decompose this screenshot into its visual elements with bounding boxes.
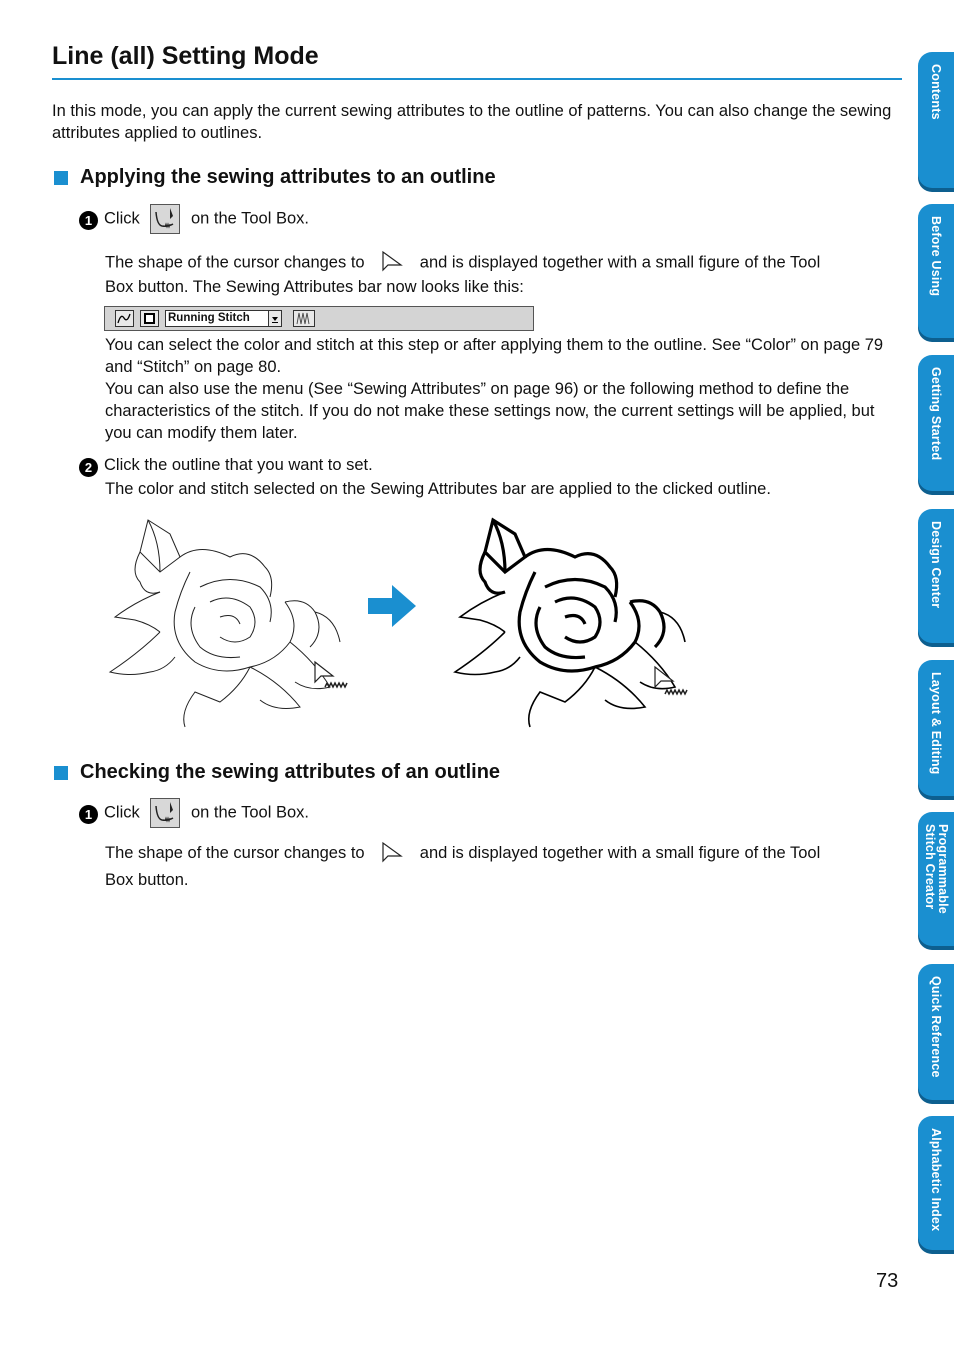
tab-label: Design Center (929, 521, 943, 609)
step-2-line (79, 454, 373, 477)
line-color-icon[interactable] (115, 310, 134, 327)
arrow-cursor-icon (379, 250, 405, 276)
heading-bullet-icon (54, 766, 68, 780)
tab-quick-reference[interactable] (918, 964, 954, 1100)
step-click-text: Click (104, 209, 140, 228)
tab-label: Alphabetic Index (929, 1128, 943, 1232)
sewing-attributes-bar (104, 306, 534, 331)
dropdown-arrow-icon[interactable] (268, 310, 282, 327)
step-click-text: Click (104, 803, 140, 822)
step-2-detail: The color and stitch selected on the Sewing Attributes bar are applied to the clicked outline. (105, 480, 771, 498)
line-all-tool-icon (150, 798, 180, 828)
region-color-icon[interactable] (140, 310, 159, 327)
stitch-type-value: Running Stitch (168, 312, 250, 324)
cursor-text-line2: Box button. (105, 870, 189, 889)
step-after-text: on the Tool Box. (190, 209, 309, 228)
tab-layout-editing[interactable] (918, 660, 954, 796)
cursor-description (105, 250, 905, 298)
page-title: Line (all) Setting Mode (52, 42, 319, 70)
cursor-text-line2: Box button. The Sewing Attributes bar now looks like this: (105, 278, 524, 296)
tab-label: Contents (929, 64, 943, 120)
step-number-badge: 1 (79, 211, 98, 230)
section-heading-text: Checking the sewing attributes of an outline (80, 761, 501, 783)
section2-step-1-line (79, 798, 309, 828)
cursor-text-before: The shape of the cursor changes to (105, 253, 365, 272)
tab-contents[interactable] (918, 52, 954, 188)
step-1-line (79, 204, 309, 234)
stitch-type-select[interactable] (165, 310, 270, 327)
tab-label (923, 812, 949, 946)
rose-before-illustration (100, 512, 370, 734)
tab-alphabetic-index[interactable] (918, 1116, 954, 1250)
tab-design-center[interactable] (918, 509, 954, 643)
tab-getting-started[interactable] (918, 355, 954, 491)
cursor-text-after: and is displayed together with a small figure of the Tool (419, 253, 821, 272)
step-2-text: Click the outline that you want to set. (104, 456, 373, 474)
tab-programmable-stitch-creator[interactable] (918, 812, 954, 946)
step-number-badge: 1 (79, 805, 98, 824)
stitch-pattern-icon[interactable] (293, 310, 315, 327)
tab-label-line1: Programmable (936, 824, 950, 914)
step-number-badge: 2 (79, 458, 98, 477)
section-heading-applying (54, 166, 496, 189)
line-all-tool-icon (150, 204, 180, 234)
heading-bullet-icon (54, 171, 68, 185)
title-divider (52, 78, 902, 80)
cursor-text-before: The shape of the cursor changes to (105, 844, 365, 862)
tab-label: Getting Started (929, 367, 943, 461)
tab-label: Quick Reference (929, 976, 943, 1078)
section2-cursor-description (105, 840, 905, 893)
rose-after-illustration (445, 512, 715, 734)
cursor-text-after: and is displayed together with a small figure of the Tool (419, 844, 821, 862)
right-arrow-icon (368, 585, 418, 627)
tab-before-using[interactable] (918, 204, 954, 338)
step-1-para-2: You can also use the menu (See “Sewing Attributes” on page 96) or the following method to define the characteristics of the stitch. If you do not make these settings now, the current settings will be applied, but you can modify them later. (105, 380, 875, 442)
tab-label: Before Using (929, 216, 943, 297)
section-heading-text: Applying the sewing attributes to an outline (80, 166, 496, 188)
page-number: 73 (876, 1270, 899, 1292)
tab-label: Layout & Editing (929, 672, 943, 775)
section-heading-checking (54, 761, 500, 784)
tab-label-line2: Stitch Creator (923, 824, 937, 910)
step-after-text: on the Tool Box. (190, 803, 309, 822)
arrow-cursor-icon (379, 841, 405, 867)
step-1-para-1: You can select the color and stitch at this step or after applying them to the outline. See “Color” on page 79 and “Stitch” on page 80. (105, 336, 884, 376)
intro-paragraph: In this mode, you can apply the current sewing attributes to the outline of patterns. You can also change the sewing attributes applied to outlines. (52, 102, 892, 142)
